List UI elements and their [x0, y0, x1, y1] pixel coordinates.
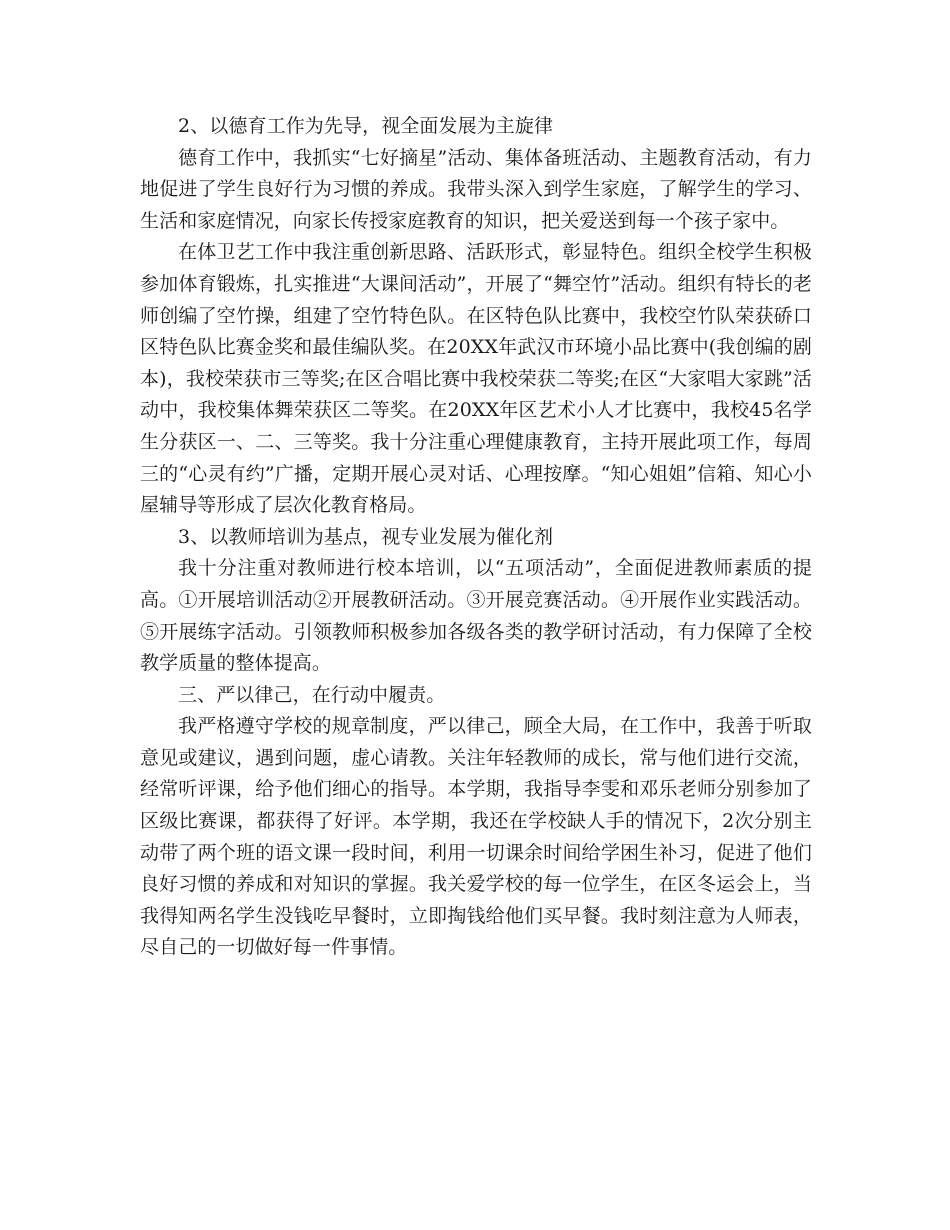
section-heading-self-discipline: 三、严以律己，在行动中履责。: [178, 683, 446, 706]
paragraph-sports-arts: 在体卫艺工作中我注重创新思路、活跃形式，彰显特色。组织全校学生积极参加体育锻炼，扎实推进“大课间活动”，开展了“舞空竹”活动。组织有特长的老师创编了空竹操，组建了空竹特色队。在区特色队比赛中，我校空竹队荣获硚口区特色队比赛金奖和最佳编队奖。在20XX年武汉市环境小品比赛中(我创编的剧本)，我校荣获市三等奖;在区合唱比赛中我校荣获二等奖;在区“大家唱大家跳”活动中，我校集体舞荣获区二等奖。在20XX年区艺术小人才比赛中，我校45名学生分获区一、二、三等奖。我十分注重心理健康教育，主持开展此项工作，每周三的“心灵有约”广播，定期开展心灵对话、心理按摩。“知心姐姐”信箱、知心小屋辅导等形成了层次化教育格局。: [140, 241, 812, 517]
paragraph-teacher-training: 我十分注重对教师进行校本培训，以“五项活动”，全面促进教师素质的提高。①开展培训活动②开展教研活动。③开展竞赛活动。④开展作业实践活动。⑤开展练字活动。引领教师积极参加各级各类的教学研讨活动，有力保障了全校教学质量的整体提高。: [140, 557, 812, 675]
document-body: [140, 111, 812, 964]
paragraph-moral-education: 德育工作中，我抓实“七好摘星”活动、集体备班活动、主题教育活动，有力地促进了学生良好行为习惯的养成。我带头深入到学生家庭，了解学生的学习、生活和家庭情况，向家长传授家庭教育的知识，把关爱送到每一个孩子家中。: [140, 146, 812, 232]
section-heading-moral-education: 2、以德育工作为先导，视全面发展为主旋律: [178, 115, 554, 137]
paragraph-self-discipline: 我严格遵守学校的规章制度，严以律己，顾全大局，在工作中，我善于听取意见或建议，遇到问题，虚心请教。关注年轻教师的成长，常与他们进行交流，经常听评课，给予他们细心的指导。本学期，我指导李雯和邓乐老师分别参加了区级比赛课，都获得了好评。本学期，我还在学校缺人手的情况下，2次分别主动带了两个班的语文课一段时间，利用一切课余时间给学困生补习，促进了他们良好习惯的养成和对知识的掌握。我关爱学校的每一位学生，在区冬运会上，当我得知两名学生没钱吃早餐时，立即掏钱给他们买早餐。我时刻注意为人师表，尽自己的一切做好每一件事情。: [140, 715, 812, 959]
section-heading-teacher-training: 3、以教师培训为基点，视专业发展为催化剂: [178, 525, 554, 548]
